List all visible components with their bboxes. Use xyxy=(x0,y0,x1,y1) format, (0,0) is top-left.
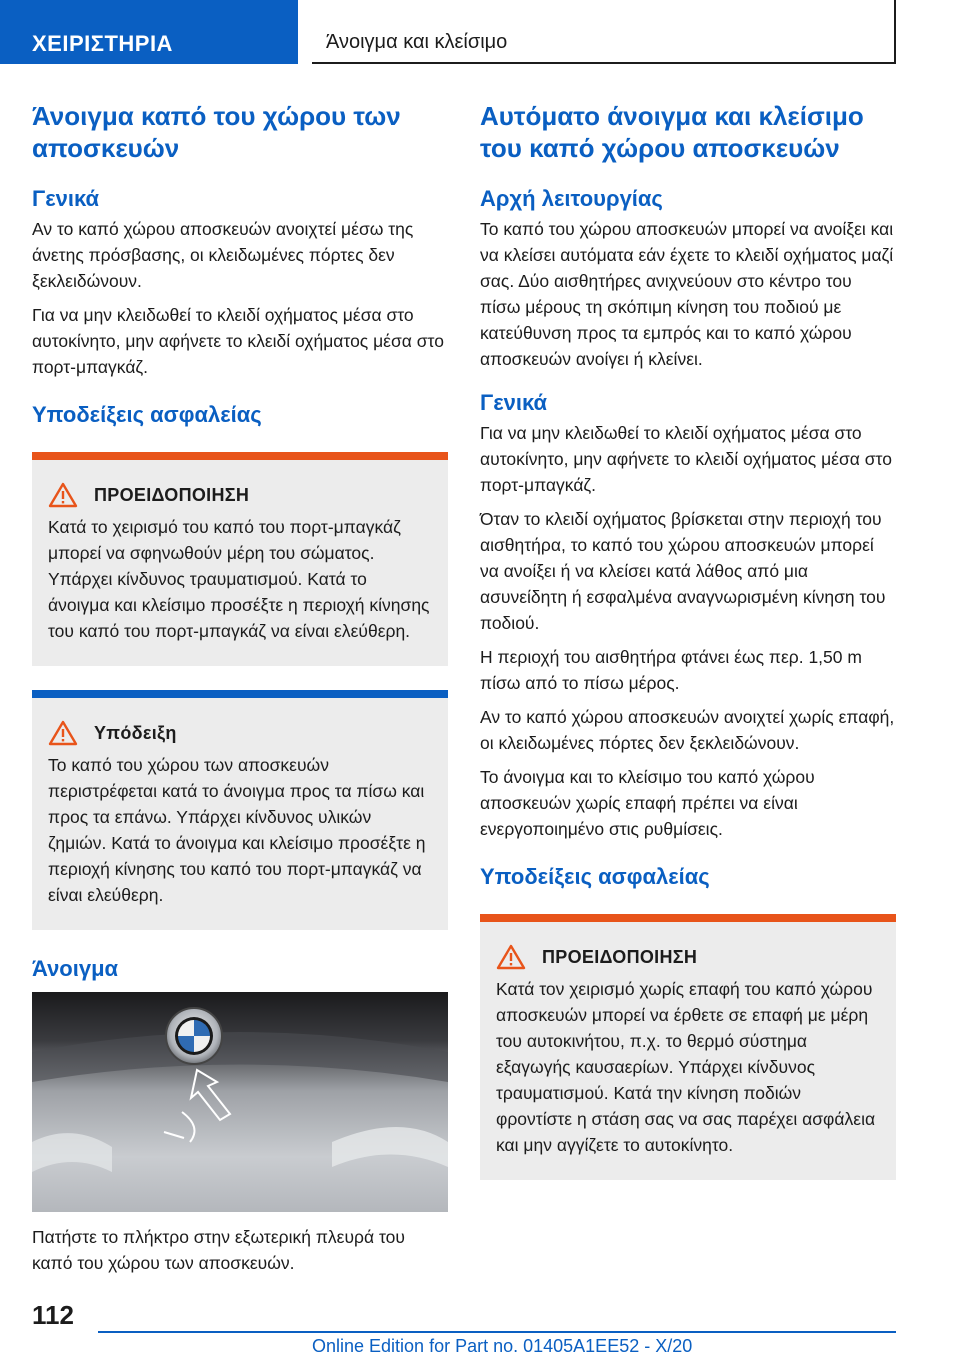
section-title-trunk-lid: Άνοιγμα καπό του χώρου των αποσκευών xyxy=(32,101,401,163)
left-column xyxy=(32,100,448,1284)
paragraph: Όταν το κλειδί οχήματος βρίσκεται στην περιοχή του αισθητήρα, το καπό του χώρου αποσκευών μπορεί να ανοίξει ή να κλείσει κατά λάθος από μια ασυνείδητη ή εσφαλμένα αναγνωρισμένη κίνηση του ποδιού. xyxy=(480,509,886,633)
paragraph: Η περιοχή του αισθητήρα φτάνει έως περ. 1,50 m πίσω από το πίσω μέρος. xyxy=(480,647,862,693)
paragraph: Αν το καπό χώρου αποσκευών ανοιχτεί χωρίς επαφή, οι κλειδωμένες πόρτες δεν ξεκλειδώνουν. xyxy=(480,707,895,753)
photo-caption: Πατήστε το πλήκτρο στην εξωτερική πλευρά του καπό του χώρου των αποσκευών. xyxy=(32,1227,405,1273)
page-number: 112 xyxy=(32,1300,74,1330)
trunk-button-photo xyxy=(32,992,448,1212)
warning-text: Κατά το χειρισμό του καπό του πορτ-μπαγκάζ μπορεί να σφηνωθούν μέρη του σώματος. Υπάρχει κίνδυνος τραυματισμού. Κατά το άνοιγμα και κλείσιμο προσέξτε η περιοχή κίνησης του καπό του πορτ-μπαγκάζ να είναι ελεύθερη. xyxy=(48,517,430,641)
chapter-tab: ΧΕΙΡΙΣΤΗΡΙΑ xyxy=(0,0,298,64)
note-title: Υπόδειξη xyxy=(94,722,177,743)
heading-safety: Υποδείξεις ασφαλείας xyxy=(480,864,710,889)
section-title-automatic: Αυτόματο άνοιγμα και κλείσιμο του καπό χώρου αποσκευών xyxy=(480,101,864,163)
footer-edition: Online Edition for Part no. 01405A1EE52 - X/20 xyxy=(312,1336,693,1356)
heading-opening: Άνοιγμα xyxy=(32,956,119,981)
section-header: Άνοιγμα και κλείσιμο xyxy=(312,0,896,64)
warning-box xyxy=(480,914,896,1180)
paragraph: Για να μην κλειδωθεί το κλειδί οχήματος μέσα στο αυτοκίνητο, μην αφήνετε το κλειδί οχήματος μέσα στο πορτ-μπαγκάζ. xyxy=(32,305,444,377)
heading-general: Γενικά xyxy=(32,186,100,211)
footer-divider xyxy=(98,1331,896,1333)
heading-safety: Υποδείξεις ασφαλείας xyxy=(32,402,262,427)
heading-principle: Αρχή λειτουργίας xyxy=(480,186,663,211)
paragraph: Για να μην κλειδωθεί το κλειδί οχήματος μέσα στο αυτοκίνητο, μην αφήνετε το κλειδί οχήματος μέσα στο πορτ-μπαγκάζ. xyxy=(480,423,892,495)
warning-title: ΠΡΟΕΙΔΟΠΟΙΗΣΗ xyxy=(542,946,698,967)
note-text: Το καπό του χώρου των αποσκευών περιστρέφεται κατά το άνοιγμα προς τα πίσω και προς τα επάνω. Υπάρχει κίνδυνος υλικών ζημιών. Κατά το άνοιγμα και κλείσιμο προσέξτε η περιοχή κίνησης του καπό του πορτ-μπαγκάζ να είναι ελεύθερη. xyxy=(48,755,426,905)
note-header xyxy=(48,720,432,746)
warning-header xyxy=(48,482,432,508)
warning-text: Κατά τον χειρισμό χωρίς επαφή του καπό χώρου αποσκευών μπορεί να έρθετε σε επαφή με μέρη του αυτοκινήτου, π.χ. το θερμό σύστημα εξαγωγής καυσαερίων. Υπάρχει κίνδυνος τραυματισμού. Κατά την κίνηση ποδιών φροντίστε η στάση σας να σας παρέχει ασφάλεια και μην αγγίζετε το αυτοκίνητο. xyxy=(496,979,876,1155)
warning-triangle-icon xyxy=(48,720,78,746)
paragraph: Το καπό του χώρου αποσκευών μπορεί να ανοίξει και να κλείσει αυτόματα εάν έχετε το κλειδί οχήματος μαζί σας. Δύο αισθητήρες ανιχνεύουν στο κέντρο του πίσω μέρους τη σκόπιμη κίνηση του ποδιού με κατεύθυνση προς τα εμπρός και το καπό χώρου αποσκευών ανοίγει ή κλείνει. xyxy=(480,219,894,369)
note-box xyxy=(32,690,448,930)
warning-box xyxy=(32,452,448,666)
warning-triangle-icon xyxy=(496,944,526,970)
warning-triangle-icon xyxy=(48,482,78,508)
right-column xyxy=(480,100,896,1204)
paragraph: Αν το καπό χώρου αποσκευών ανοιχτεί μέσω της άνετης πρόσβασης, οι κλειδωμένες πόρτες δεν ξεκλειδώνουν. xyxy=(32,219,414,291)
warning-title: ΠΡΟΕΙΔΟΠΟΙΗΣΗ xyxy=(94,484,250,505)
warning-header xyxy=(496,944,880,970)
paragraph: Το άνοιγμα και το κλείσιμο του καπό χώρου αποσκευών χωρίς επαφή πρέπει να είναι ενεργοποιημένο στις ρυθμίσεις. xyxy=(480,767,815,839)
heading-general: Γενικά xyxy=(480,390,548,415)
